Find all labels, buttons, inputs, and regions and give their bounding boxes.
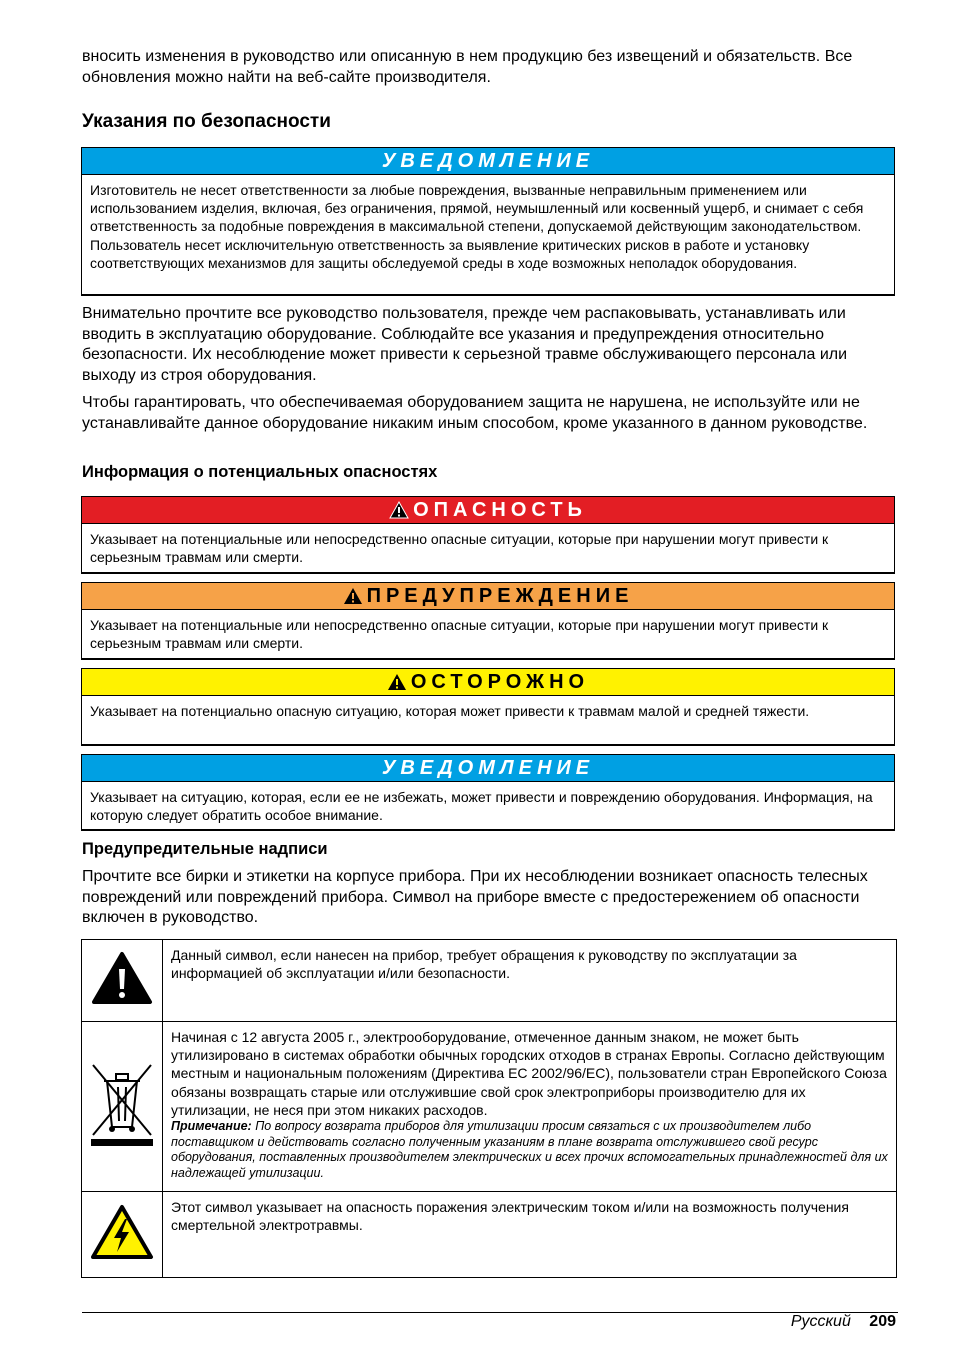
note-text: По вопросу возврата приборов для утилизации просим связаться с их производителем либо поставщиком и действовать согласно полученным указаниям в плане возврата отслужившего свой ресурс оборудования, поставленных производителем электрических и всех прочих вспомогательных принадлежностей для их надлежащей утилизации. — [171, 1119, 888, 1180]
notice-box-2 — [81, 754, 895, 831]
footer-language: Русский — [790, 1313, 851, 1330]
paragraph-protection: Чтобы гарантировать, что обеспечиваемая оборудованием защита не нарушена, не используйте или не устанавливайте данное оборудование никаким иным способом, кроме указанного в данном руководстве. — [82, 394, 868, 432]
table-row — [82, 940, 897, 1022]
warning-header — [82, 583, 894, 610]
note-label: Примечание: — [171, 1119, 252, 1134]
paragraph-read-manual: Внимательно прочтите все руководство пользователя, прежде чем распаковывать, устанавливать или вводить в эксплуатацию оборудование. Соблюдайте все указания и предупреждения относительно безопасности. Их несоблюдение может привести к серьезной травме обслуживающего персонала или выходу из строя оборудования. — [82, 305, 848, 384]
notice-header: УВЕДОМЛЕНИЕ — [82, 148, 894, 175]
symbol-cell — [82, 1022, 163, 1192]
warning-body: Указывает на потенциальные или непосредственно опасные ситуации, которые при нарушении могут привести к серьезным травмам или смерти. — [90, 617, 829, 652]
caution-body: Указывает на потенциально опасную ситуацию, которая может привести к травмам малой и средней тяжести. — [90, 703, 810, 719]
intro-paragraph: вносить изменения в руководство или описанную в нем продукцию без извещений и обязательств. Все обновления можно найти на веб-сайте производителя. — [82, 48, 853, 86]
danger-label: ОПАСНОСТЬ — [413, 498, 587, 521]
section-title: Указания по безопасности — [82, 111, 331, 132]
notice-box — [81, 147, 895, 296]
alert-triangle-icon — [343, 587, 363, 605]
weee-text: Начиная с 12 августа 2005 г., электрооборудование, отмеченное данным знаком, не может быть утилизировано в системах обработки обычных городских отходов в странах Европы. Согласно действующим местным и национальным положениям (Директива ЕС 2002/96/EC), пользователи стран Европейского Союза обязаны возвращать старые или отслужившие свой срок электроприборы производителю для их утилизации, не неся при этом никаких расходов. — [171, 1029, 887, 1118]
hazard-info-title: Информация о потенциальных опасностях — [82, 463, 438, 481]
danger-box — [81, 496, 895, 574]
table-row — [82, 1022, 897, 1192]
warning-labels-title: Предупредительные надписи — [82, 840, 328, 858]
danger-header — [82, 497, 894, 524]
symbol-cell — [82, 940, 163, 1022]
caution-label: ОСТОРОЖНО — [410, 670, 590, 693]
caution-header — [82, 669, 894, 696]
symbols-table — [81, 939, 897, 1278]
footer-divider — [82, 1312, 898, 1313]
notice-header-2: УВЕДОМЛЕНИЕ — [82, 755, 894, 782]
danger-body: Указывает на потенциальные или непосредственно опасные ситуации, которые при нарушении могут привести к серьезным травмам или смерти. — [90, 531, 829, 566]
alert-triangle-icon — [387, 673, 407, 691]
weee-note — [171, 1119, 888, 1181]
labels-paragraph: Прочтите все бирки и этикетки на корпусе прибора. При их несоблюдении возникает опасность телесных повреждений или повреждений прибора. Символ на приборе вместе с предостережением об опасности включен в руководство. — [82, 868, 868, 926]
notice-body-2: Указывает на ситуацию, которая, если ее не избежать, может привести и повреждению оборудования. Информация, на которую следует обратить особое внимание. — [90, 789, 873, 824]
symbol-description: Этот символ указывает на опасность поражения электрическим током и/или на возможность получения смертельной электротравмы. — [163, 1192, 897, 1278]
symbol-cell — [82, 1192, 163, 1278]
symbol-description — [163, 1022, 897, 1192]
crossed-bin-icon — [89, 1061, 155, 1147]
table-row — [82, 1192, 897, 1278]
alert-triangle-icon — [389, 501, 409, 519]
page-footer — [791, 1313, 896, 1331]
caution-box — [81, 668, 895, 746]
warning-label: ПРЕДУПРЕЖДЕНИЕ — [366, 584, 634, 607]
electric-shock-icon — [90, 1204, 154, 1260]
page-number: 209 — [869, 1313, 896, 1330]
notice-body: Изготовитель не несет ответственности за любые повреждения, вызванные неправильным применением или использованием изделия, включая, без ограничения, прямой, неумышленный или косвенный ущерб, и снимает с себя ответственность за подобные повреждения в максимальной степени, допускаемой действующим законодательством. Пользователь несет исключительную ответственность за выявление критических рисков в работе и установку соответствующих механизмов для защиты обследуемой среды в ходе возможных неполадок оборудования. — [90, 182, 864, 271]
warning-box — [81, 582, 895, 660]
symbol-description: Данный символ, если нанесен на прибор, требует обращения к руководству по эксплуатации за информацией об эксплуатации и/или безопасности. — [163, 940, 897, 1022]
warning-triangle-icon — [91, 951, 153, 1005]
